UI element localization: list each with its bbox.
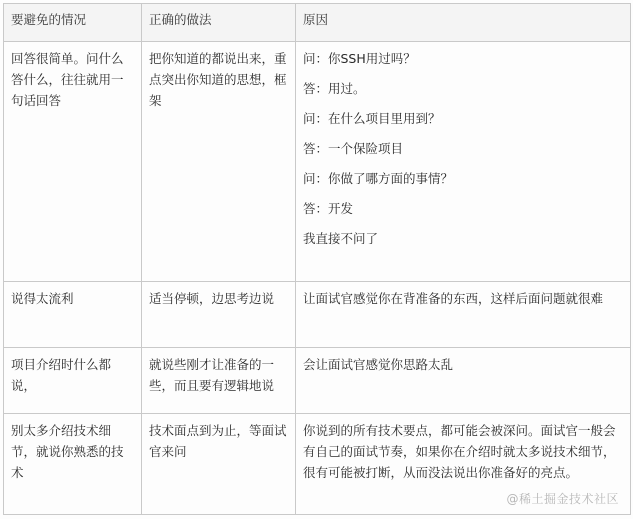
dialog-line: 答：开发 bbox=[303, 200, 354, 216]
correct-approach-cell: 适当停顿，边思考边说 bbox=[142, 282, 296, 348]
correct-approach-cell: 把你知道的都说出来，重点突出你知道的思想，框架 bbox=[142, 41, 296, 282]
situation-cell: 别太多介绍技术细节，就说你熟悉的技术 bbox=[4, 413, 142, 514]
watermark: @稀土掘金技术社区 bbox=[506, 492, 619, 506]
table-row bbox=[4, 348, 631, 414]
correct-approach-cell: 就说些刚才让准备的一些，而且要有逻辑地说 bbox=[142, 348, 296, 414]
header-situation: 要避免的情况 bbox=[4, 4, 142, 42]
dialog-line: 答：一个保险项目 bbox=[303, 140, 404, 156]
reason-cell: 让面试官感觉你在背准备的东西，这样后面问题就很难 bbox=[296, 282, 631, 348]
reason-cell bbox=[296, 41, 631, 282]
header-correct-approach: 正确的做法 bbox=[142, 4, 296, 42]
situation-cell: 回答很简单。问什么答什么，往往就用一句话回答 bbox=[4, 41, 142, 282]
dialog-line: 我直接不问了 bbox=[303, 230, 379, 246]
correct-approach-cell: 技术面点到为止，等面试官来问 bbox=[142, 413, 296, 514]
reason-cell: 你说到的所有技术要点，都可能会被深问。面试官一般会有自己的面试节奏，如果你在介绍时就太多说技术细节，很有可能被打断，从而没法说出你准备好的亮点。 bbox=[296, 413, 631, 514]
advice-table bbox=[3, 3, 631, 515]
dialog-line: 答：用过。 bbox=[303, 80, 366, 96]
dialog-line: 问：在什么项目里用到？ bbox=[303, 110, 441, 126]
reason-cell: 会让面试官感觉你思路太乱 bbox=[296, 348, 631, 414]
dialog-line: 问：你做了哪方面的事情？ bbox=[303, 170, 454, 186]
header-reason: 原因 bbox=[296, 4, 631, 42]
situation-cell: 说得太流利 bbox=[4, 282, 142, 348]
table-row bbox=[4, 282, 631, 348]
table-header-row bbox=[4, 4, 631, 42]
dialog-line: 问：你SSH用过吗？ bbox=[303, 50, 416, 66]
table-row bbox=[4, 41, 631, 282]
situation-cell: 项目介绍时什么都说， bbox=[4, 348, 142, 414]
